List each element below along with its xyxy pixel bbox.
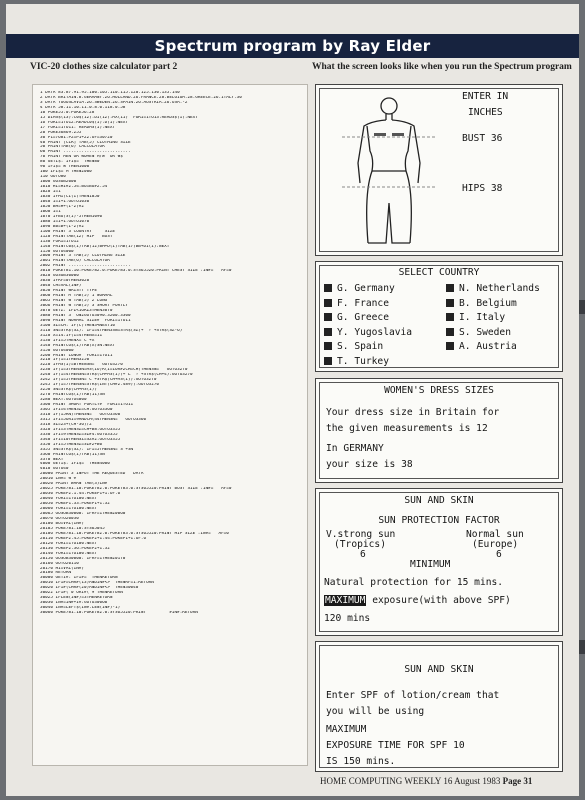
code-line: 20170 HI=VAL(IN#) xyxy=(40,566,84,571)
code-line: 20110 POKEP2.45:POKEP2+1:44:POKEP1+1:OF.6 xyxy=(40,536,147,541)
strong-sun-value: 6 xyxy=(360,549,366,560)
country-option xyxy=(324,297,434,312)
code-line: 3 DATA YUGOSLAVIA.26.SWEDEN.26.SPAIN.26.AUSTRIA.26.USA.-2 xyxy=(40,100,188,105)
code-line: 1030 IFHI(CI(I)THEN1050 xyxy=(40,195,100,200)
code-line: 1050 BH=H+(I-2)#2 xyxy=(40,204,84,209)
code-line: 30000 GETI#: IFI#=""THENRETURN xyxy=(40,576,118,581)
screens-caption: What the screen looks like when you run the Spectrum program xyxy=(312,62,572,72)
code-line: 100 IFI$="M"THEN2000 xyxy=(40,170,92,175)
code-line: 20130 POKEP2.36:POKEP2+1.32 xyxy=(40,546,110,551)
code-line: 17 FORI=1TO11: READMS(I):NEXT xyxy=(40,125,116,130)
code-line: 3305 IFI=4THEN3Z=CH:GOTO3360 xyxy=(40,408,113,412)
country-key-icon xyxy=(324,299,332,307)
country-option xyxy=(446,297,561,312)
code-line: 3340 IFI=10THENSZ=SZ#2:GOTO3355 xyxy=(40,437,121,442)
bust-text: BUST 36 xyxy=(462,133,503,144)
dress-line: Your dress size in Britain for xyxy=(326,407,500,418)
country-label: T. Turkey xyxy=(337,355,389,367)
screen-sun-protection xyxy=(315,488,563,636)
country-label: G. Germany xyxy=(337,283,395,294)
country-option xyxy=(446,282,561,297)
code-line: 3270 PRINTCO$(I)TAB(11)SN xyxy=(40,393,105,398)
dress-title: WOMEN'S DRESS SIZES xyxy=(384,385,494,396)
code-line: 3240 IF(I=4THENSN=STR$(CH+MS(I))+"L ?"+STR$(CH+4):GOTO3270 xyxy=(40,373,193,378)
code-line: 2 DATA BRITAIN.8.GERMANY.26.HOLLAND.26.FRANCE.28.BELGIUM.28.GREECE.26.ITALY.30 xyxy=(40,95,242,100)
code-line: 3150 GOTO4000 xyxy=(40,348,74,353)
code-line: 80 GETI$: IFI$=""THEN80 xyxy=(40,160,100,165)
code-line: 3200 PRINT"LONG#" FORI=1TO11 xyxy=(40,353,113,358)
code-line: 20040 FORI=1TO100:NEXT xyxy=(40,497,97,502)
code-line: 1010 HI=HI#2.54:BU=BU#2.54 xyxy=(40,185,108,190)
natural-protection-text: Natural protection for 15 mins. xyxy=(324,577,504,588)
code-line: 30030 IN#=IN#+I#:GOTO30060 xyxy=(40,601,108,606)
normal-sun-value: 6 xyxy=(496,549,502,560)
dress-line: the given measurements is 12 xyxy=(326,423,488,434)
code-line: 1130 FORI=1TO12 xyxy=(40,239,79,244)
code-line: 20100 BU=VAL(IN#) xyxy=(40,521,84,526)
country-option xyxy=(446,340,561,355)
exposure-result: IS 150 mins. xyxy=(326,756,396,767)
title-banner xyxy=(6,34,579,58)
code-line: 4010 GOTO40 xyxy=(40,467,69,472)
code-line: 3220 IFMS(I)=BTHENSN="" GOTO3270 xyxy=(40,363,123,368)
code-line: 20 POKE36869.255 xyxy=(40,130,82,135)
hips-text: HIPS 38 xyxy=(462,183,503,194)
code-line: 20065 GOSUB30000: IFRF=1THEN20060 xyxy=(40,512,126,517)
country-label: Y. Yugoslavia xyxy=(337,326,413,338)
country-key-icon xyxy=(446,299,454,307)
country-option xyxy=(324,282,434,297)
country-option xyxy=(324,326,434,341)
code-line: 50 PRINTTAB(6)"CALCULATOR" xyxy=(40,145,108,150)
code-line: 1020 I=1 xyxy=(40,190,61,195)
code-line: 20010 LN#="W # " xyxy=(40,477,82,482)
binding-mark xyxy=(579,300,585,314)
code-line: 70 PRINT"MEN OR WOMEN M/W" OR W$" xyxy=(40,155,126,160)
code-line: 20000 PRINT"3 INPUT THE REQUESTED DATA" xyxy=(40,472,147,477)
code-line: 20160 GOTO20110 xyxy=(40,561,79,566)
mins-text: 120 mins xyxy=(324,613,371,624)
country-key-icon xyxy=(446,342,454,350)
code-line: 3070 GETZ: IFZ<1ORZ3THEN3070 xyxy=(40,308,113,313)
country-key-icon xyxy=(446,328,454,336)
code-line: 30040 IN#=LEFT$(IN#.LEN(IN#)-1) xyxy=(40,606,121,611)
select-country-title: SELECT COUNTRY xyxy=(398,267,480,278)
code-line: 15 DIMS$(13):C0$(12):DI(12):MX(11) FORI=1TO13:READS$(I):NEXT xyxy=(40,115,198,120)
country-key-icon xyxy=(324,357,332,365)
country-label: I. Italy xyxy=(459,312,506,323)
code-line: 3080 PRINT"3" ON2GOTO3090.3200.3300 xyxy=(40,313,131,318)
code-line: 3100 SZ=CH: IF(C)THEN3%NEXT10 xyxy=(40,323,116,328)
country-option xyxy=(324,355,434,370)
code-line: 20120 FORI=1TO100:NEXT xyxy=(40,541,97,546)
code-line: 3242 IF(I=5THENSN="C"+STR$(CH+MS(I)):GOTO3270 xyxy=(40,378,157,383)
code-line: 1060 I=1 xyxy=(40,209,61,214)
program-listing xyxy=(32,84,308,766)
code-line: 20140 FORI=1TO100:NEXT xyxy=(40,551,97,556)
code-line: 3140 PRINTCO$(I)TAB(X)SN:NEXT xyxy=(40,343,116,348)
spf-subtitle: SUN PROTECTION FACTOR xyxy=(378,515,500,526)
sun-title: SUN AND SKIN xyxy=(404,495,474,506)
code-line: 30 P1=7681:P2=P1+22:OF=30720 xyxy=(40,135,113,140)
page-number: Page 31 xyxy=(502,776,533,786)
magazine-page xyxy=(6,4,579,796)
code-line: 30060 POKE781.10:POKE782.0:SYS65520:PRINT" "#IN#:RETURN xyxy=(40,611,198,616)
code-line: 20150 GOSUB30000: IFRF=1THEN20170 xyxy=(40,556,126,561)
code-line: 1150 GOTO4000 xyxy=(40,249,74,254)
code-line: 20060 FORI=1TO100:NEXT xyxy=(40,507,97,512)
code-line: 4000 GETI$: IFI$=""THEN4000 xyxy=(40,462,110,467)
country-list-right xyxy=(446,282,561,355)
code-line: 3320 IFI=3THENSZ=CH+B8:GOTO3355 xyxy=(40,427,121,432)
code-line: 40 PRINT"[CLR]"TAB(5)"CLOTHING SIZE" xyxy=(40,140,134,145)
country-list-left xyxy=(324,282,434,369)
screen-figure xyxy=(315,84,563,256)
country-option xyxy=(324,311,434,326)
sun-title: SUN AND SKIN xyxy=(404,664,474,675)
code-line: 20106 POKE781.10:POKE782.0:POKE783.0:SYS65520:PRINT"HIP SIZE":IN#="" AF=0 xyxy=(40,531,229,536)
code-line: 3090 PRINT"NORMAL SIZE#" FORI=1TO11 xyxy=(40,318,131,323)
screen-select-country xyxy=(315,261,563,372)
code-line: 3060 PRINT"M"TAB(5)"1 NORMAL" xyxy=(40,294,116,299)
tropics-label: (Tropics) xyxy=(334,539,386,550)
code-line: 20050 POKEP1.33:POKEP1+1:32 xyxy=(40,502,110,507)
code-line: 1000 GOSUB2000 xyxy=(40,180,77,185)
code-line: 1 DATA 83.87.91.95.100.105.110.115.120.125.130.135.140 xyxy=(40,91,180,95)
code-line: 3300 PRINT"SHORT PORTLY#" FORI=1TO11 xyxy=(40,403,134,408)
code-line: 3355 SN=STR$(SZ): IFI=5THENSN="S"+SN xyxy=(40,447,134,452)
code-line: 3318 SZ=23+(CH-36)/2 xyxy=(40,422,92,427)
code-line: 1080 I=I+1:GOTO1070 xyxy=(40,219,90,224)
code-line: 3066 PRINT"W"TAB(5)"3 SHORT PORTLY" xyxy=(40,303,131,308)
code-line: 2000 PRINT"3"TAB(5)"CLOTHING SIZE" xyxy=(40,254,128,259)
code-line: 3050 PRINT"WAISTT TYPE" xyxy=(40,289,100,294)
code-line: 90 IFI$="W"THEN1000 xyxy=(40,165,90,170)
code-line: 3350 IFI=5THENSZ=SZ#2+B0 xyxy=(40,442,103,447)
code-line: 3250 SN=STR$(CH+MS(I)) xyxy=(40,388,97,393)
country-label: A. Austria xyxy=(459,341,517,352)
code-line: 3315 IFI=5ORI=9ANDCH(44THENSN="" GOTO3360 xyxy=(40,417,147,422)
code-line: 20180 RETURN xyxy=(40,571,72,576)
country-label: G. Greece xyxy=(337,312,389,323)
code-line: 1120 PRINTTAB(12)"HIP BUST" xyxy=(40,234,116,239)
code-line: 3210 IF(I=1THEN3250 xyxy=(40,358,90,363)
code-line: 3230 IF(I=3THENSN=MS(IO)R(I=1OR#2CH=CH)THENSN="" GOTO3270 xyxy=(40,368,188,373)
code-line: 3360 PRINTCO$(I)TAB(11)SN xyxy=(40,452,105,457)
code-line: 3040 CH=VAL(IN#) xyxy=(40,284,82,289)
code-line: 3110 SN=STR$(SZ): IFI=4THEN3SN=STR$(SZ)+" ?"+STR$(SZ-6) xyxy=(40,328,183,333)
code-line: 4 DATA 58.11.10.11.0.8.0.118.0.58 xyxy=(40,105,126,110)
code-line: 20025 POKE781.10:POKE782.0:POKE783.0:SYS65520:PRINT"BUST SIZE":IN#="" AF=0 xyxy=(40,487,232,492)
code-line: 60 PRINT".........................." xyxy=(40,150,134,155)
country-key-icon xyxy=(446,313,454,321)
code-line: 1040 I=I+1:GOTO1030 xyxy=(40,199,90,204)
code-line: 20030 POKEP2.1.44:POKEP1+1:OF.6 xyxy=(40,492,121,497)
country-label: S. Sweden xyxy=(459,326,511,338)
enter-in-text: ENTER IN xyxy=(462,91,509,102)
dress-line: In GERMANY xyxy=(326,443,384,454)
page-footer xyxy=(320,776,532,786)
article-title: Spectrum program by Ray Elder xyxy=(154,37,431,55)
country-option xyxy=(446,311,561,326)
normal-sun-label: Normal sun xyxy=(466,529,524,540)
code-line: 2002 PRINT"........................" xyxy=(40,264,134,269)
code-line: 3310 IF(I5RN)THENSN="" GOTO3360 xyxy=(40,412,121,417)
country-option xyxy=(446,326,561,341)
country-option xyxy=(324,340,434,355)
country-label: B. Belgium xyxy=(459,297,517,309)
code-line: 3130 IFI=5THENX="C"+X xyxy=(40,338,95,343)
country-label: N. Netherlands xyxy=(459,283,540,294)
exposure-text: exposure(with above SPF) xyxy=(366,595,511,606)
dress-figure-icon xyxy=(334,93,444,251)
maximum-label: MAXIMUM xyxy=(326,724,367,735)
code-line: 1100 PRINT"3 COUNTRY SIZE" xyxy=(40,229,118,234)
dress-line: your size is 38 xyxy=(326,459,413,470)
code-line: 16 FORI=1TO12:READC0$(I):D(I):NEXT xyxy=(40,120,128,125)
code-line: 1070 IFBU(S(I)-5THEN1090 xyxy=(40,214,103,219)
code-line: 30025 IFLEN(IN#)=3THENRETURN xyxy=(40,596,113,601)
code-line: 110 GOTO80 xyxy=(40,175,66,180)
country-key-icon xyxy=(324,328,332,336)
code-line: 3065 PRINT"W"TAB(5)"2 LONG" xyxy=(40,299,110,304)
strong-sun-label: V.strong sun xyxy=(326,529,396,540)
country-key-icon xyxy=(446,284,454,292)
code-line: 3280 NEXT:GOTO4000 xyxy=(40,398,87,403)
screen-sun-exposure xyxy=(315,641,563,772)
country-label: F. France xyxy=(337,297,389,309)
spf-prompt-line: you will be using xyxy=(326,706,425,717)
binding-mark xyxy=(579,640,585,654)
publication-name: HOME COMPUTING WEEKLY 16 August 1983 xyxy=(320,776,501,786)
maximum-exposure-line xyxy=(324,595,511,607)
code-line: 3030 IFRF=0THEN3020 xyxy=(40,279,90,284)
country-label: S. Spain xyxy=(337,341,384,352)
code-line: 1140 PRINTC0$(I)TAB(12)BH+D(I)TAB(17)BB+DI(I):NEXT xyxy=(40,244,170,249)
code-line: 20020 PRINT"WARN"TAB(3)LN# xyxy=(40,482,108,487)
listing-caption: VIC-20 clothes size calculator part 2 xyxy=(30,62,178,72)
code-line: 30020 IFI#(CHR#(20)ANDIN#<>""THEN30040 xyxy=(40,586,139,591)
minimum-label: MINIMUM xyxy=(410,559,451,570)
code-line: 20105 POKE781.10:SYS65045 xyxy=(40,526,105,531)
inches-text: INCHES xyxy=(468,107,503,118)
code-line: 20070 GOTO20030 xyxy=(40,516,79,521)
code-line: 1090 BB=B+(I-2)#2 xyxy=(40,224,84,229)
code-line: 30010 IFI#=CHR#(13)ANDIN#<>""THENRF=1:RETURN xyxy=(40,581,154,586)
code-line: 3245 IF(I=7THENSN=STR$(INT(CH#2.489)):GOTO3270 xyxy=(40,383,159,388)
maximum-highlight: MAXIMUM xyxy=(325,595,366,606)
code-line: 3120 X=14:IF(I=4THENX=11 xyxy=(40,333,103,338)
code-line: 3010 POKE781.10:POKE782.0:POKE783.0:SYS65520:PRINT"CHEST SIZE":IN#="" AF=0 xyxy=(40,269,232,274)
country-key-icon xyxy=(324,284,332,292)
country-key-icon xyxy=(324,313,332,321)
code-line: 3020 GOSUB30000 xyxy=(40,274,79,279)
code-line: 2001 PRINTTAB(6)"CALCULATOR" xyxy=(40,259,113,264)
code-line: 10 POKE55:0:POKE56:28 xyxy=(40,110,95,115)
code-line: 3330 IFI=9THENSZ=SZ#4:GOTO3355 xyxy=(40,432,118,437)
code-line: 30022 IFI#("0"ORI#("9"THENRETURN xyxy=(40,591,123,596)
europe-label: (Europe) xyxy=(472,539,519,550)
code-line: 3370 NEXT xyxy=(40,457,64,462)
country-key-icon xyxy=(324,342,332,350)
exposure-time-line: EXPOSURE TIME FOR SPF 10 xyxy=(326,740,465,751)
spf-prompt-line: Enter SPF of lotion/cream that xyxy=(326,690,500,701)
screen-dress-sizes xyxy=(315,378,563,483)
